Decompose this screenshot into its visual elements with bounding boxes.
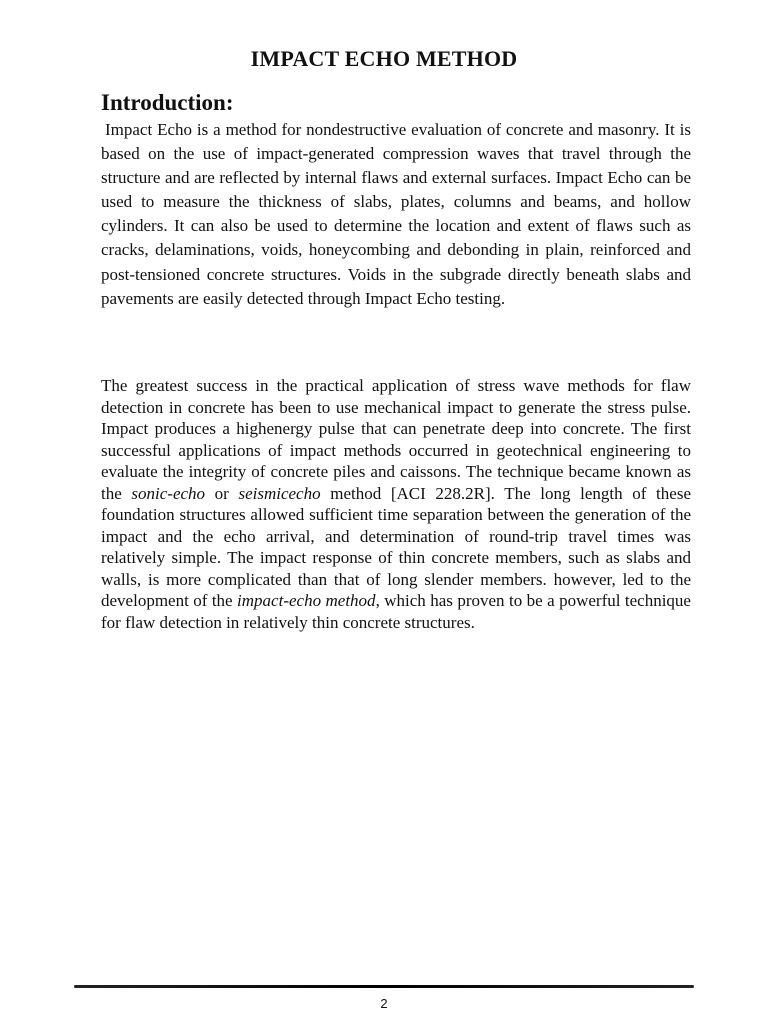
paragraph-2-text-2: or <box>205 483 239 503</box>
term-seismic-echo: seismicecho <box>238 483 321 503</box>
paragraph-2-text-1: The greatest success in the practical application of stress wave methods for flaw detection in concrete has been to use mechanical impact to generate the stress pulse. Impact produces a highenergy pulse that can penetrate deep into concrete. The first successful applications of impact methods occurred in geotechnical engineering to evaluate the integrity of concrete piles and caissons. The technique became known as the <box>101 376 691 503</box>
footer-divider <box>74 985 694 988</box>
intro-paragraph-1-text: Impact Echo is a method for nondestructive evaluation of concrete and masonry. It is based on the use of impact-generated compression waves that travel through the structure and are reflected by internal flaws and external surfaces. Impact Echo can be used to measure the thickness of slabs, plates, columns and beams, and hollow cylinders. It can also be used to determine the location and extent of flaws such as cracks, delaminations, voids, honeycombing and debonding in plain, reinforced and post-tensioned concrete structures. Voids in the subgrade directly beneath slabs and pavements are easily detected through Impact Echo testing. <box>101 120 691 308</box>
term-sonic-echo: sonic-echo <box>131 483 206 503</box>
paragraph-2-text-3: method [ACI 228.2R]. The long length of these foundation structures allowed sufficient time separation between the generation of the impact and the echo arrival, and determination of round-trip travel times was relatively simple. The impact response of thin concrete members, such as slabs and walls, is more complicated than that of long slender members. however, led to the development of the <box>101 483 691 610</box>
term-impact-echo-method: impact-echo method <box>237 591 376 610</box>
page-number: 2 <box>380 996 388 1011</box>
intro-paragraph-1 <box>101 118 691 311</box>
paragraph-2-text-4: , which has proven to be a powerful technique for flaw detection in relatively thin concrete structures. <box>101 591 691 632</box>
page-title: IMPACT ECHO METHOD <box>250 46 518 71</box>
intro-paragraph-2 <box>101 375 691 633</box>
section-heading: Introduction: <box>101 90 234 115</box>
